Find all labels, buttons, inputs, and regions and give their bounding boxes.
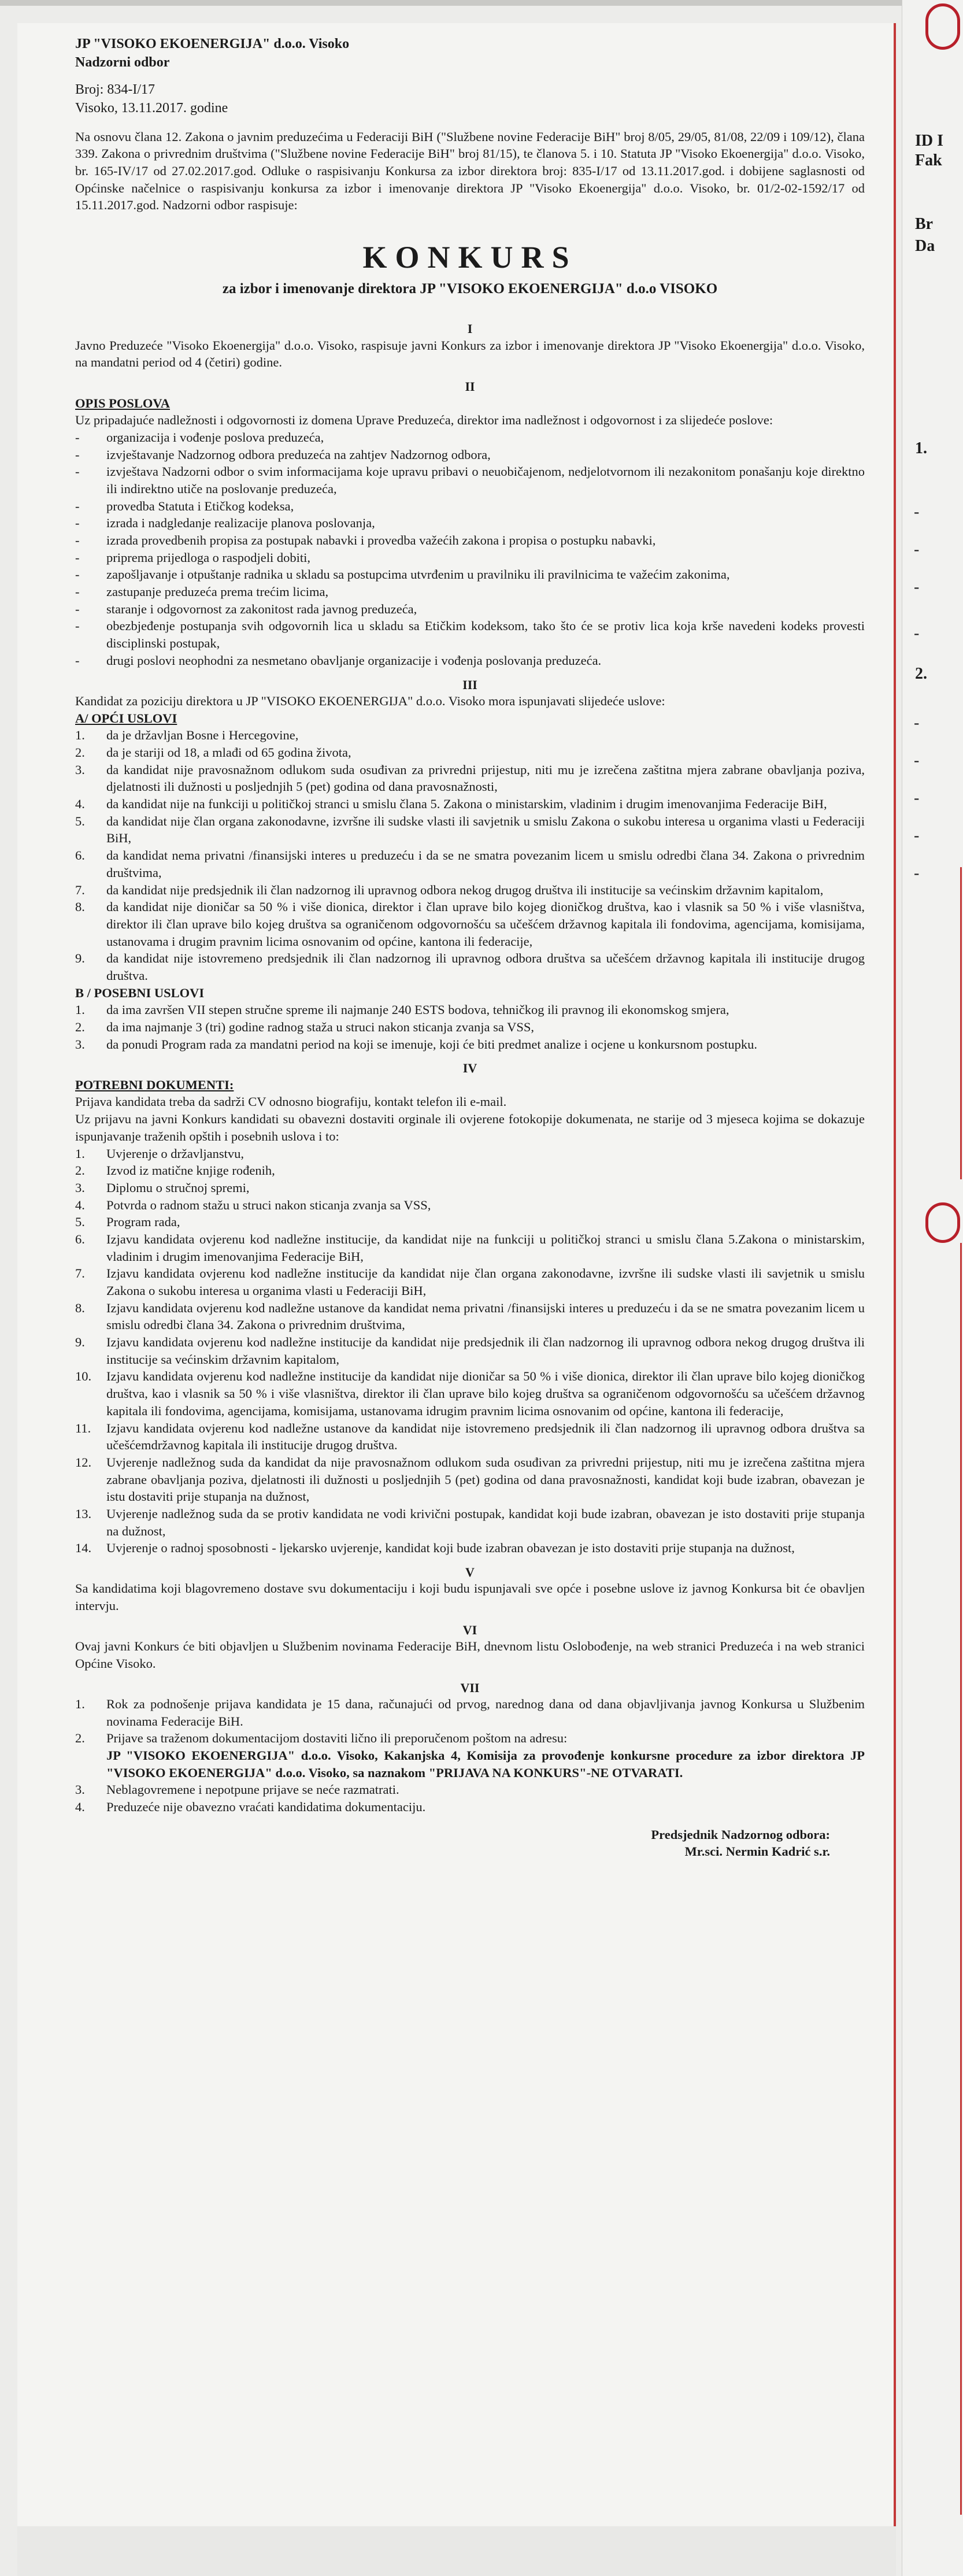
document-title: KONKURS: [362, 240, 577, 275]
fragment-dash: -: [914, 541, 920, 558]
list-item: - organizacija i vođenje poslova preduzeća,: [106, 429, 865, 446]
list-item: 1. da ima završen VII stepen stručne spreme ili najmanje 240 ESTS bodova, tehničkog ili pravnog ili ekonomskog smjera,: [75, 1002, 729, 1017]
section-2-numeral: II: [465, 379, 475, 394]
adjacent-column-fragment: [902, 0, 963, 2576]
list-item: - izvještavanje Nadzornog odbora preduzeća na zahtjev Nadzornog odbora,: [106, 446, 865, 464]
list-item: 9. da kandidat nije istovremeno predsjednik ili član nadzornog ili upravnog odbora društva sa učešćem državnog kapitala ili institucije drugog društva.: [75, 951, 865, 983]
list-item: - zapošljavanje i otpuštanje radnika u skladu sa postupcima utvrđenim u pravilniku ili pravilnicima te važećim zakonima,: [106, 566, 865, 583]
signature-name: Mr.sci. Nermin Kadrić s.r.: [684, 1844, 830, 1859]
list-item: 2. Izvod iz matične knjige rođenih,: [75, 1163, 275, 1178]
special-conditions-heading: B / POSEBNI USLOVI: [75, 985, 205, 1000]
section-4-p2: Uz prijavu na javni Konkurs kandidati su obavezni dostaviti orginale ili ovjerene fotokopije dokumenata, ne starije od 3 mjeseca kojima se dokazuje ispunjavanje traženih opštih i posebnih uslova i to:: [75, 1112, 865, 1143]
list-item: 4. Potvrda o radnom stažu u struci nakon sticanja zvanja sa VSS,: [75, 1197, 431, 1212]
list-item: 2. da je stariji od 18, a mlađi od 65 godina života,: [75, 745, 351, 760]
scan-top-band: [0, 0, 963, 6]
list-item: 4. da kandidat nije na funkciji u političkoj stranci u smislu člana 5. Zakona o ministarskim, vladinim i drugim imenovanjima Federacije BiH,: [75, 797, 827, 812]
list-item: 13. Uvjerenje nadležnog suda da se protiv kandidata ne vodi krivični postupak, kandidat koji bude izabran, obavezan je isto dostaviti prije stupanja na dužnost,: [75, 1506, 865, 1538]
fragment-dash: -: [914, 624, 920, 642]
list-item: 2. da ima najmanje 3 (tri) godine radnog staža u struci nakon sticanja zvanja sa VSS,: [75, 1020, 534, 1034]
list-item: 8. da kandidat nije dioničar sa 50 % i više dionica, direktor i član uprave bilo kojeg dioničkog društva, kao i vlasnik sa 50 % i više vlasništva, direktor ili član uprave bilo kojeg društva sa ograničenom odgovornošću sa učešćem državnog kapitala ili fondovima, agencijama, komisijama, ustanovama i drugim pravnim licima osnovanim od općine, kantona ili federacije,: [75, 900, 865, 949]
section-7-numeral: VII: [460, 1680, 480, 1695]
special-conditions-list: [75, 1001, 865, 1053]
fragment-dash: -: [914, 752, 920, 769]
red-border-line: [960, 867, 962, 1179]
list-item: 6. da kandidat nema privatni /finansijski interes u preduzeću i da se ne smatra povezanim licem u smislu odredbi člana 34. Zakona o privrednim društvima,: [75, 848, 865, 880]
mailing-address: JP "VISOKO EKOENERGIJA" d.o.o. Visoko, Kakanjska 4, Komisija za provođenje konkursne procedure za izbor direktora JP "VISOKO EKOENERGIJA" d.o.o. Visoko, sa naznakom "PRIJAVA NA KONKURS"-NE OTVARATI.: [106, 1748, 865, 1780]
deadline-list: [75, 1696, 865, 1816]
list-item: - priprema prijedloga o raspodjeli dobiti,: [106, 549, 865, 567]
list-item: 1. Uvjerenje o državljanstvu,: [75, 1146, 245, 1161]
list-item: 3. da ponudi Program rada za mandatni period na koji se imenuje, koji će biti predmet analize i ocjene u konkursnom postupku.: [75, 1037, 757, 1052]
fragment-dash: -: [914, 827, 920, 845]
list-item: 1. Rok za podnošenje prijava kandidata je 15 dana, računajući od prvog, narednog dana od dana objavljivanja javnog Konkursa u Službenim novinama Federacije BiH.: [75, 1696, 865, 1729]
fragment-text: 2.: [915, 665, 927, 683]
emblem-icon: [925, 1202, 960, 1243]
fragment-text: Br: [915, 215, 934, 233]
place-date: Visoko, 13.11.2017. godine: [75, 101, 228, 116]
section-6-text: Ovaj javni Konkurs će biti objavljen u Službenim novinama Federacije BiH, dnevnom listu Oslobođenje, na web stranici Preduzeća i na web stranici Općine Visoko.: [75, 1639, 865, 1671]
list-item: 11. Izjavu kandidata ovjerenu kod nadležne ustanove da kandidat nije istovremeno predsjednik ili član nadzornog ili upravnog odbora društva sa učešćemdržavnog kapitala ili institucije drugog društva.: [75, 1420, 865, 1453]
general-conditions-list: [75, 727, 865, 984]
list-item: 3. da kandidat nije pravosnažnom odlukom suda osuđivan za privredni prijestup, niti mu je izrečena zaštitna mjera zabrane obavljanja poziva, djelatnosti ili dužnosti u posljednjih 5 (pet) godina od dana pravosnažnosti,: [75, 762, 865, 794]
document-subtitle: za izbor i imenovanje direktora JP "VISOKO EKOENERGIJA" d.o.o VISOKO: [222, 281, 718, 297]
section-4-numeral: IV: [462, 1061, 477, 1076]
documents-list: [75, 1145, 865, 1557]
list-item: 5. da kandidat nije član organa zakonodavne, izvršne ili sudske vlasti ili savjetnik u smislu Zakona o sukobu interesa u organima vlasti u Federaciji BiH,: [75, 813, 865, 846]
list-item: - izvještava Nadzorni odbor o svim informacijama koje upravu pribavi o neuobičajenom, nedjelotvornom ili nezakonitom ponašanju koje direktno ili indirektno utiče na poslovanje preduzeća,: [106, 463, 865, 497]
list-item: 4. Preduzeće nije obavezno vraćati kandidatima dokumentaciju.: [75, 1800, 426, 1815]
list-item: - izrada i nadgledanje realizacije planova poslovanja,: [106, 515, 865, 532]
section-4-p1: Prijava kandidata treba da sadrži CV odnosno biografiju, kontakt telefon ili e-mail.: [75, 1094, 507, 1109]
section-5-numeral: V: [465, 1565, 475, 1580]
list-item: 2. Prijave sa traženom dokumentacijom dostaviti lično ili preporučenom poštom na adresu: JP "VISOKO EKOENERGIJA" d.o.o. Visoko, Kakanjska 4, Komisija za provođenje konkursne procedure za izbor direktora JP "VISOKO EKOENERGIJA" d.o.o. Visoko, sa naznakom "PRIJAVA NA KONKURS"-NE OTVARATI.: [75, 1731, 865, 1780]
section-2-heading: OPIS POSLOVA: [75, 395, 171, 410]
fragment-text: ID I: [915, 132, 944, 150]
header: [75, 35, 865, 118]
signature-role: Predsjednik Nadzornog odbora:: [651, 1827, 830, 1842]
list-item: 3. Neblagovremene i nepotpune prijave se neće razmatrati.: [75, 1782, 399, 1797]
list-item: 6. Izjavu kandidata ovjerenu kod nadležne institucije, da kandidat nije na funkciji u političkoj stranci u smislu člana 5.Zakona o ministarskim, vladinim i drugim imenovanjima Federacije BiH,: [75, 1231, 865, 1264]
intro-paragraph: Na osnovu člana 12. Zakona o javnim preduzećima u Federaciji BiH ("Službene novine Federacije BiH" broj 8/05, 29/05, 81/08, 22/09 i 109/12), člana 339. Zakona o privrednim društvima ("Službene novine Federacije BiH" broj 81/15), te članova 5. i 10. Statuta JP "Visoko Ekoenergija" d.o.o. Visoko, br. 165-IV/17 od 27.02.2017.god. Odluke o raspisivanju Konkursa za izbor direktora broj: 835-I/17 od 13.11.2017.god. i dobijene saglasnosti od Općinske načelnice o raspisivanju konkursa za izbor i imenovanje direktora JP "Visoko Ekoenergija" d.o.o. Visoko, br. 01/2-02-1592/17 od 15.11.2017.god. Nadzorni odbor raspisuje:: [75, 129, 865, 213]
board-name: Nadzorni odbor: [75, 55, 170, 71]
duties-list: [75, 429, 865, 669]
emblem-icon: [925, 3, 960, 50]
red-border-line: [960, 1243, 962, 2515]
list-item: 3. Diplomu o stručnoj spremi,: [75, 1180, 250, 1195]
list-item: - staranje i odgovornost za zakonitost rada javnog preduzeća,: [106, 601, 865, 618]
fragment-text: 1.: [915, 439, 927, 457]
fragment-dash: -: [914, 503, 920, 521]
newspaper-clipping: [17, 23, 896, 2526]
list-item: 12. Uvjerenje nadležnog suda da kandidat da nije pravosnažnom odlukom suda osuđivan za privredni prijestup, niti mu je izrečena zaštitna mjera zabrane obavljanja poziva, djelatnosti ili dužnosti u posljednjih 5 (pet) godina od dana pravosnažnosti, kandidat koji bude izabran, obavezan je istu dostaviti prije stupanja na dužnost,: [75, 1454, 865, 1504]
fragment-dash: -: [914, 578, 920, 596]
list-item: 5. Program rada,: [75, 1215, 180, 1230]
list-item: - provedba Statuta i Etičkog kodeksa,: [106, 498, 865, 515]
list-item: - drugi poslovi neophodni za nesmetano obavljanje organizacije i vođenja poslovanja preduzeća.: [106, 652, 865, 669]
list-item: - zastupanje preduzeća prema trećim licima,: [106, 583, 865, 601]
fragment-text: Fak: [915, 151, 942, 169]
fragment-text: Da: [915, 237, 935, 255]
section-3-lead: Kandidat za poziciju direktora u JP "VISOKO EKOENERGIJA" d.o.o. Visoko mora ispunjavati slijedeće uslove:: [75, 693, 665, 708]
general-conditions-heading: A/ OPĆI USLOVI: [75, 710, 177, 726]
list-item: - izrada provedbenih propisa za postupak nabavki i provedba važećih zakona i propisa o postupku nabavki,: [106, 532, 865, 549]
list-item: 7. Izjavu kandidata ovjerenu kod nadležne institucije da kandidat nije član organa zakonodavne, izvršne ili sudske vlasti ili savjetnik u smislu Zakona o sukobu interesa u organima vlasti u Federaciji BiH,: [75, 1266, 865, 1298]
section-1-numeral: I: [467, 321, 473, 336]
list-item: 14. Uvjerenje o radnoj sposobnosti - ljekarsko uvjerenje, kandidat koji bude izabran obavezan je isto dostaviti prije stupanja na dužnost,: [75, 1541, 795, 1556]
ref-number: Broj: 834-I/17: [75, 82, 155, 97]
section-1-text: Javno Preduzeće "Visoko Ekoenergija" d.o.o. Visoko, raspisuje javni Konkurs za izbor i imenovanje direktora JP "Visoko Ekoenergija" d.o.o. Visoko, na mandatni period od 4 (četiri) godine.: [75, 338, 865, 370]
list-item: 7. da kandidat nije predsjednik ili član nadzornog ili upravnog odbora nekog drugog društva ili institucije sa većinskim državnim kapitalom,: [75, 882, 824, 897]
fragment-dash: -: [914, 864, 920, 882]
scan-bottom-margin: [17, 2526, 896, 2576]
section-2-lead: Uz pripadajuće nadležnosti i odgovornosti iz domena Uprave Preduzeća, direktor ima nadležnost i odgovornost i za slijedeće poslove:: [75, 413, 773, 428]
list-item: - obezbjeđenje postupanja svih odgovornih lica u skladu sa Etičkim kodeksom, tako što će se protiv lica koja krše navedeni kodeks provesti disciplinski postupak,: [106, 617, 865, 652]
list-item: 10. Izjavu kandidata ovjerenu kod nadležne institucije da kandidat nije dioničar sa 50 % i više dionica, direktor ili član uprave bilo kojeg dioničkog društva, kao i vlasnik sa 50 % i više vlasništva, direktor ili član uprave bilo kojeg društva sa ograničenom odgovornošću sa učešćem državnog kapitala ili fondovima, agencijama, komisijama, ustanovama idrugim pravnim licima osnovanim od općine, kantona ili federacije,: [75, 1369, 865, 1418]
org-name: JP "VISOKO EKOENERGIJA" d.o.o. Visoko: [75, 36, 350, 51]
section-5-text: Sa kandidatima koji blagovremeno dostave svu dokumentaciju i koji budu ispunjavali sve opće i posebne uslove iz javnog Konkursa bit će obavljen intervju.: [75, 1581, 865, 1613]
list-item: 8. Izjavu kandidata ovjerenu kod nadležne ustanove da kandidat nema privatni /finansijski interes u preduzeću i da se ne smatra povezanim licem u smislu odredbi člana 34. Zakona o privrednim društvima,: [75, 1300, 865, 1333]
section-4-heading: POTREBNI DOKUMENTI:: [75, 1077, 234, 1092]
section-3-numeral: III: [462, 677, 477, 692]
fragment-dash: -: [914, 789, 920, 807]
list-item: 9. Izjavu kandidata ovjerenu kod nadležne institucije da kandidat nije predsjednik ili član nadzornog ili upravnog odbora nekog drugog društva ili institucije sa većinskim državnim kapitalom,: [75, 1335, 865, 1367]
list-item: 1. da je državljan Bosne i Hercegovine,: [75, 728, 299, 743]
fragment-dash: -: [914, 714, 920, 732]
signature-block: [75, 1826, 865, 1860]
section-6-numeral: VI: [462, 1622, 477, 1637]
